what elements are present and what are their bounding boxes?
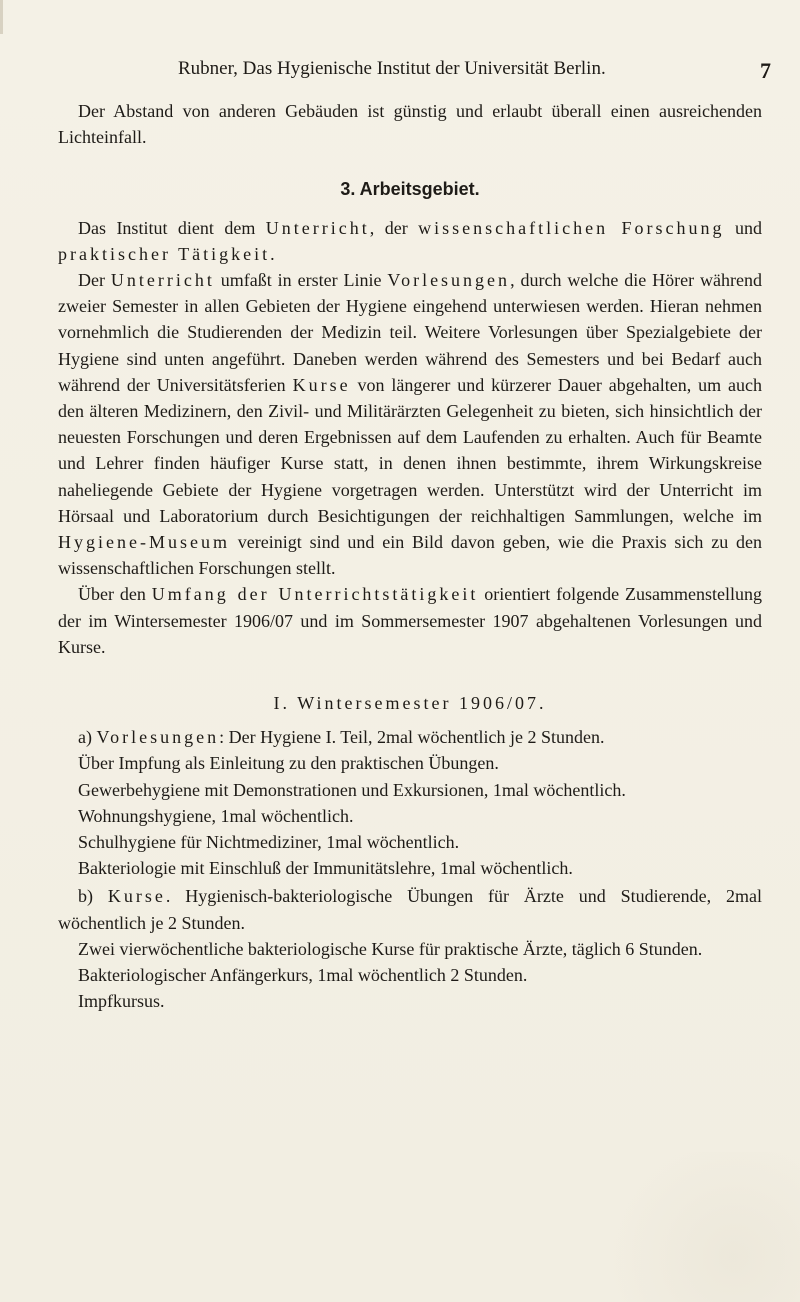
list-item: Zwei vierwöchentliche bakteriologische Kurse für praktische Ärzte, täglich 6 Stunden. bbox=[78, 938, 703, 959]
paragraph-3 bbox=[58, 581, 762, 660]
list-prefix: a) bbox=[78, 727, 97, 748]
spaced-term: Kurse bbox=[107, 886, 166, 907]
page-header bbox=[0, 58, 800, 88]
list-item: Impfkursus. bbox=[78, 991, 165, 1012]
text-run: . bbox=[270, 243, 275, 264]
spaced-term: Hygiene-Museum bbox=[58, 532, 230, 553]
page-edge-mark bbox=[0, 0, 3, 34]
spaced-term: Kurse bbox=[292, 374, 351, 395]
spaced-term: Vorlesungen bbox=[96, 727, 220, 748]
list-item: Gewerbehygiene mit Demonstrationen und Exkursionen, 1mal wöchentlich. bbox=[78, 779, 626, 800]
list-item: Bakteriologischer Anfängerkurs, 1mal wöchentlich 2 Stunden. bbox=[78, 965, 528, 986]
text-run: und bbox=[724, 217, 762, 238]
spaced-term: praktischer Tätigkeit bbox=[58, 243, 271, 264]
text-run: Über den bbox=[78, 584, 152, 605]
text-run: Das Institut dient dem bbox=[78, 217, 266, 238]
running-head: Rubner, Das Hygienische Institut der Universität Berlin. bbox=[178, 58, 606, 79]
semester-title: I. Wintersemester 1906/07. bbox=[273, 693, 547, 714]
section-title: 3. Arbeitsgebiet. bbox=[340, 179, 480, 200]
paragraph-1 bbox=[58, 215, 762, 267]
courses-heading bbox=[58, 883, 762, 935]
text-run: von längerer und kürzerer Dauer abgehalten, um auch den älteren Medizinern, den Zivil- und Militärärzten Gelegenheit zu bieten, sich hinsichtlich der neuesten Forschungen und deren Ergebnissen auf dem Laufenden zu erhalten. Auch für Beamte und Lehrer finden häufiger Kurse statt, in denen ihnen bestimmte, ihrem Wirkungskreise naheliegende Gebiete der Hygiene vorgetragen werden. Unterstützt wird der Unterricht im Hörsaal und Laboratorium durch Besichtigungen der reichhaltigen Sammlungen, welche im bbox=[58, 374, 762, 526]
text-run: umfaßt in erster Linie bbox=[214, 270, 388, 291]
text-run: , der bbox=[369, 217, 419, 238]
paper-stain bbox=[580, 1152, 800, 1302]
spaced-term: Unterricht bbox=[110, 270, 215, 291]
text-run: orientiert folgende Zusammenstellung der im Wintersemester 1906/07 und im Sommersemester 1907 abgehaltenen Vorlesungen und Kurse. bbox=[58, 584, 762, 657]
list-item: Schulhygiene für Nichtmediziner, 1mal wöchentlich. bbox=[78, 832, 460, 853]
page-content bbox=[58, 98, 762, 1015]
spaced-term: wissenschaftlichen Forschung bbox=[418, 217, 725, 238]
spaced-term: Vorlesungen bbox=[387, 270, 511, 291]
spaced-term: Unterricht bbox=[265, 217, 370, 238]
text-run: . Hygienisch-bakteriologische Übungen für Ärzte und Studierende, 2mal wöchentlich je 2 Stunden. bbox=[58, 886, 762, 933]
lectures-heading bbox=[58, 724, 762, 750]
page-number: 7 bbox=[760, 58, 771, 83]
text-run: , durch welche die Hörer während zweier Semester in allen Gebieten der Hygiene eingehend unterwiesen werden. Hieran nehmen vornehmlich die Studierenden der Medizin teil. Weitere Vorlesungen über Spezialgebiete der Hygiene sind unten angeführt. Daneben werden während des Semesters und bei Bedarf auch während der Universitätsferien bbox=[58, 270, 763, 395]
intro-paragraph: Der Abstand von anderen Gebäuden ist günstig und erlaubt überall einen ausreichenden Lichteinfall. bbox=[58, 101, 762, 148]
list-item: Wohnungshygiene, 1mal wöchentlich. bbox=[78, 805, 354, 826]
list-item: Bakteriologie mit Einschluß der Immunitätslehre, 1mal wöchentlich. bbox=[78, 858, 573, 879]
list-prefix: b) bbox=[78, 886, 108, 907]
text-run: : Der Hygiene I. Teil, 2mal wöchentlich je 2 Stunden. bbox=[219, 727, 605, 748]
spaced-term: Umfang der Unterrichtstätigkeit bbox=[151, 584, 479, 605]
list-item: Über Impfung als Einleitung zu den praktischen Übungen. bbox=[78, 753, 499, 774]
text-run: vereinigt sind und ein Bild davon geben, wie die Praxis sich zu den wissenschaftlichen Forschungen stellt. bbox=[58, 532, 762, 579]
paragraph-2 bbox=[58, 267, 762, 581]
text-run: Der bbox=[78, 270, 111, 291]
